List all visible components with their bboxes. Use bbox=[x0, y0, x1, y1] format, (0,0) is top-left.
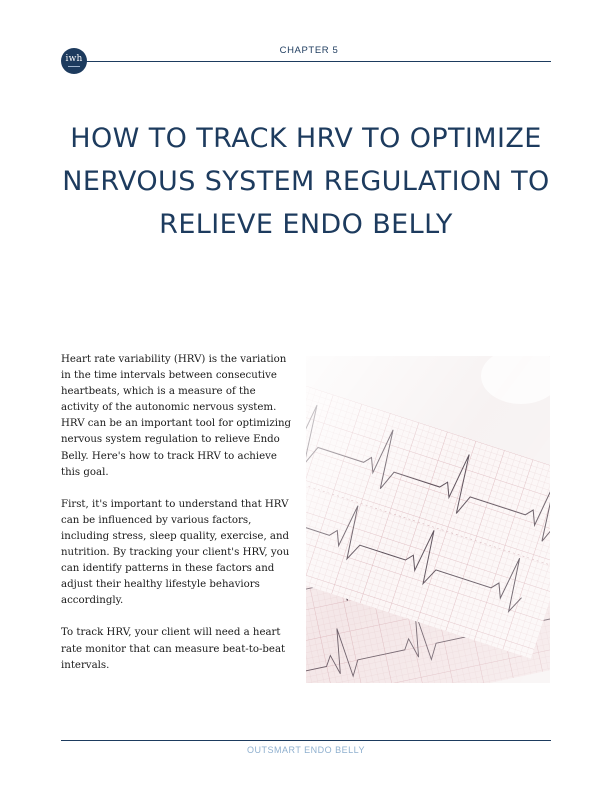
paragraph-2: First, it's important to understand that HRV can be influenced by various factors, including stress, sleep quality, exercise, and nutrition. By tracking your client's HRV, you can identify patterns in these factors and adjust their healthy lifestyle behaviors accordingly. bbox=[61, 498, 290, 607]
ecg-illustration bbox=[306, 356, 550, 683]
logo-badge bbox=[61, 48, 87, 74]
chapter-label: CHAPTER 5 bbox=[279, 45, 339, 56]
footer-rule bbox=[61, 740, 551, 741]
body-text bbox=[61, 352, 293, 690]
header-rule bbox=[86, 61, 551, 62]
logo-underline bbox=[68, 66, 80, 67]
footer-text: OUTSMART ENDO BELLY bbox=[246, 745, 366, 755]
ecg-photo bbox=[306, 356, 550, 683]
paragraph-3: To track HRV, your client will need a heart rate monitor that can measure beat-to-beat intervals. bbox=[61, 627, 286, 671]
logo-text: iwh bbox=[65, 54, 83, 64]
paragraph-1: Heart rate variability (HRV) is the variation in the time intervals between consecutive heartbeats, which is a measure of the activity of the autonomic nervous system. HRV can be an important tool for optimizing nervous system regulation to relieve Endo Belly. Here's how to track HRV to achieve this goal. bbox=[61, 354, 292, 478]
page-title: HOW TO TRACK HRV TO OPTIMIZE NERVOUS SYSTEM REGULATION TO RELIEVE ENDO BELLY bbox=[62, 123, 550, 240]
